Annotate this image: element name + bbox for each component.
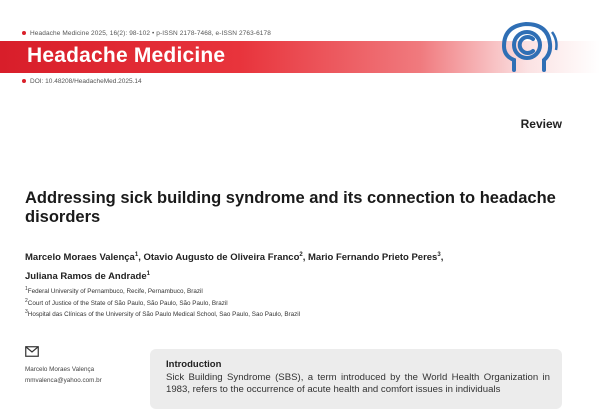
author-list (25, 247, 565, 285)
author-affil-ref: 2 (299, 252, 303, 258)
author-separator: , (302, 252, 308, 264)
introduction-heading: Introduction (166, 359, 222, 370)
affiliation-text: Hospital das Clínicas of the University of São Paulo Medical School, Sao Paulo, Sao Paulo, Brazil (27, 311, 301, 319)
introduction-box (150, 349, 562, 409)
affiliation-item (25, 297, 565, 309)
affiliation-number: 1 (25, 286, 28, 292)
author-separator: , (138, 252, 144, 264)
journal-name: Headache Medicine (27, 44, 226, 67)
author-item (143, 252, 308, 263)
citation-text: Headache Medicine 2025, 16(2): 98-102 • p-ISSN 2178-7468, e-ISSN 2763-6178 (30, 30, 271, 37)
affiliation-list (25, 285, 565, 320)
doi-line[interactable] (22, 78, 142, 85)
author-item (25, 252, 143, 263)
bullet-dot (22, 79, 26, 83)
author-name: Otavio Augusto de Oliveira Franco (143, 252, 300, 264)
affiliation-item (25, 285, 565, 297)
affiliation-number: 3 (25, 309, 28, 316)
affiliation-item (25, 308, 565, 320)
author-affil-ref: 1 (146, 271, 150, 278)
corresponding-author-name: Marcelo Moraes Valença (25, 366, 95, 373)
author-affil-ref: 3 (437, 252, 441, 258)
affiliation-text: Federal University of Pernambuco, Recife, Pernambuco, Brazil (27, 288, 203, 296)
citation-line (22, 30, 271, 37)
article-type-label: Review (520, 117, 562, 131)
author-affil-ref: 1 (134, 252, 139, 258)
introduction-text: Sick Building Syndrome (SBS), a term introduced by the World Health Organization in 1983, refers to the occurrence of acute health and comfort issues in individuals (166, 372, 550, 395)
author-item (25, 271, 150, 282)
affiliation-text: Court of Justice of the State of São Paulo, São Paulo, São Paulo, Brazil (27, 299, 228, 307)
envelope-icon (25, 346, 39, 357)
bullet-dot (22, 31, 26, 35)
article-title: Addressing sick building syndrome and its connection to headache disorders (25, 189, 556, 226)
author-name: Juliana Ramos de Andrade (25, 271, 147, 283)
corresponding-author-email[interactable]: mmvalenca@yahoo.com.br (25, 377, 102, 384)
author-name: Marcelo Moraes Valença (25, 252, 135, 264)
doi-text: DOI: 10.48208/HeadacheMed.2025.14 (30, 78, 142, 85)
author-name: Mario Fernando Prieto Peres (308, 252, 438, 264)
affiliation-number: 2 (25, 297, 28, 304)
head-profile-c-logo-icon (494, 14, 564, 84)
author-item (308, 252, 443, 263)
author-separator: , (440, 252, 444, 264)
